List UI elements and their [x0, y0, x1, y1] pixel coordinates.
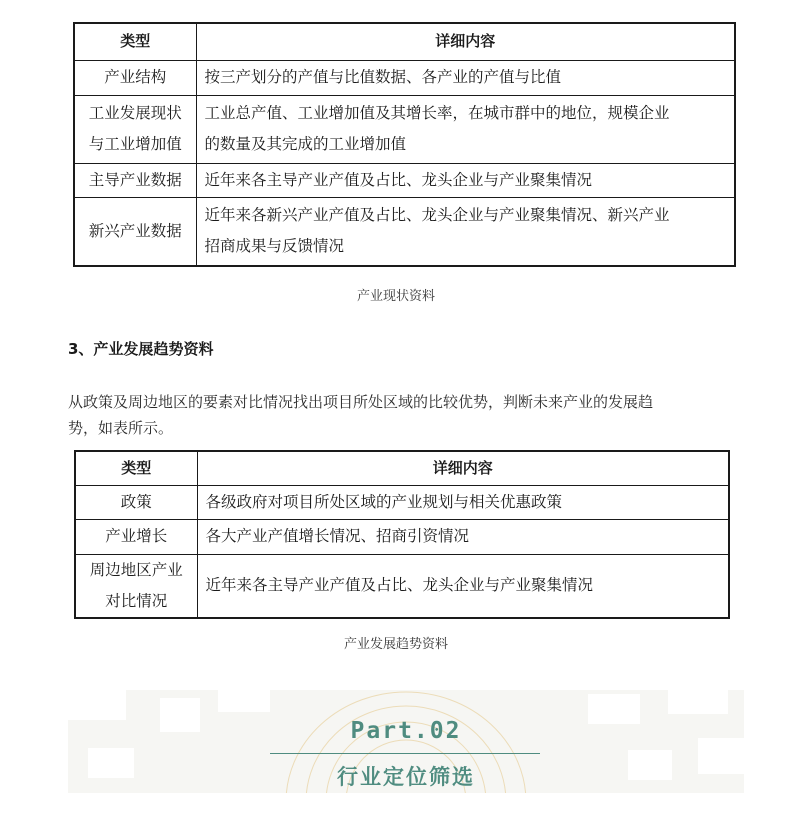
row-type: 政策: [75, 485, 197, 519]
part-banner: [68, 690, 744, 793]
column-header-detail: 详细内容: [196, 23, 735, 60]
row-type: [74, 95, 196, 163]
row-detail-line: 的数量及其完成的工业增加值: [204, 135, 407, 153]
row-detail: 各级政府对项目所处区域的产业规划与相关优惠政策: [197, 485, 729, 519]
row-type: 产业增长: [75, 519, 197, 554]
table-header-row: [74, 23, 735, 60]
column-header-detail: 详细内容: [197, 451, 729, 485]
industry-status-table: [73, 22, 736, 267]
table-row: [75, 519, 729, 554]
table-row: [74, 163, 735, 197]
table-row: [74, 60, 735, 95]
row-type: 产业结构: [74, 60, 196, 95]
row-detail: 各大产业产值增长情况、招商引资情况: [197, 519, 729, 554]
part-divider: [270, 753, 540, 754]
part-title: 行业定位筛选: [337, 765, 475, 789]
row-type-line: 周边地区产业: [89, 560, 183, 579]
table-row: [75, 554, 729, 618]
table-row: [75, 485, 729, 519]
row-type-line: 对比情况: [105, 591, 168, 610]
row-detail: 按三产划分的产值与比值数据、各产业的产值与比值: [196, 60, 735, 95]
part-label: Part.02: [350, 718, 462, 744]
row-detail-line: 招商成果与反馈情况: [204, 237, 345, 256]
column-header-type: 类型: [75, 451, 197, 485]
row-detail-line: 工业总产值、工业增加值及其增长率，在城市群中的地位，规模企业: [204, 104, 670, 122]
paragraph-line: 势，如表所示。: [68, 419, 174, 437]
table-row: [74, 95, 735, 163]
paragraph-line: 从政策及周边地区的要素对比情况找出项目所处区域的比较优势，判断未来产业的发展趋: [68, 393, 654, 411]
section-heading: 3、产业发展趋势资料: [68, 340, 214, 358]
table-caption: 产业现状资料: [356, 289, 435, 304]
table-row: [74, 197, 735, 266]
column-header-type: 类型: [74, 23, 196, 60]
row-detail: [196, 95, 735, 163]
row-type-line: 与工业增加值: [88, 135, 182, 153]
table-caption: 产业发展趋势资料: [343, 637, 448, 652]
industry-trend-table: [74, 450, 730, 619]
row-type: 主导产业数据: [74, 163, 196, 197]
row-detail-line: 近年来各新兴产业产值及占比、龙头企业与产业聚集情况、新兴产业: [204, 206, 670, 225]
row-detail: 近年来各主导产业产值及占比、龙头企业与产业聚集情况: [196, 163, 735, 197]
table-header-row: [75, 451, 729, 485]
row-type: [75, 554, 197, 618]
section-paragraph: [68, 389, 728, 441]
row-detail: [196, 197, 735, 266]
row-detail: 近年来各主导产业产值及占比、龙头企业与产业聚集情况: [197, 554, 729, 618]
row-type-line: 工业发展现状: [88, 104, 182, 122]
row-type: 新兴产业数据: [74, 197, 196, 266]
